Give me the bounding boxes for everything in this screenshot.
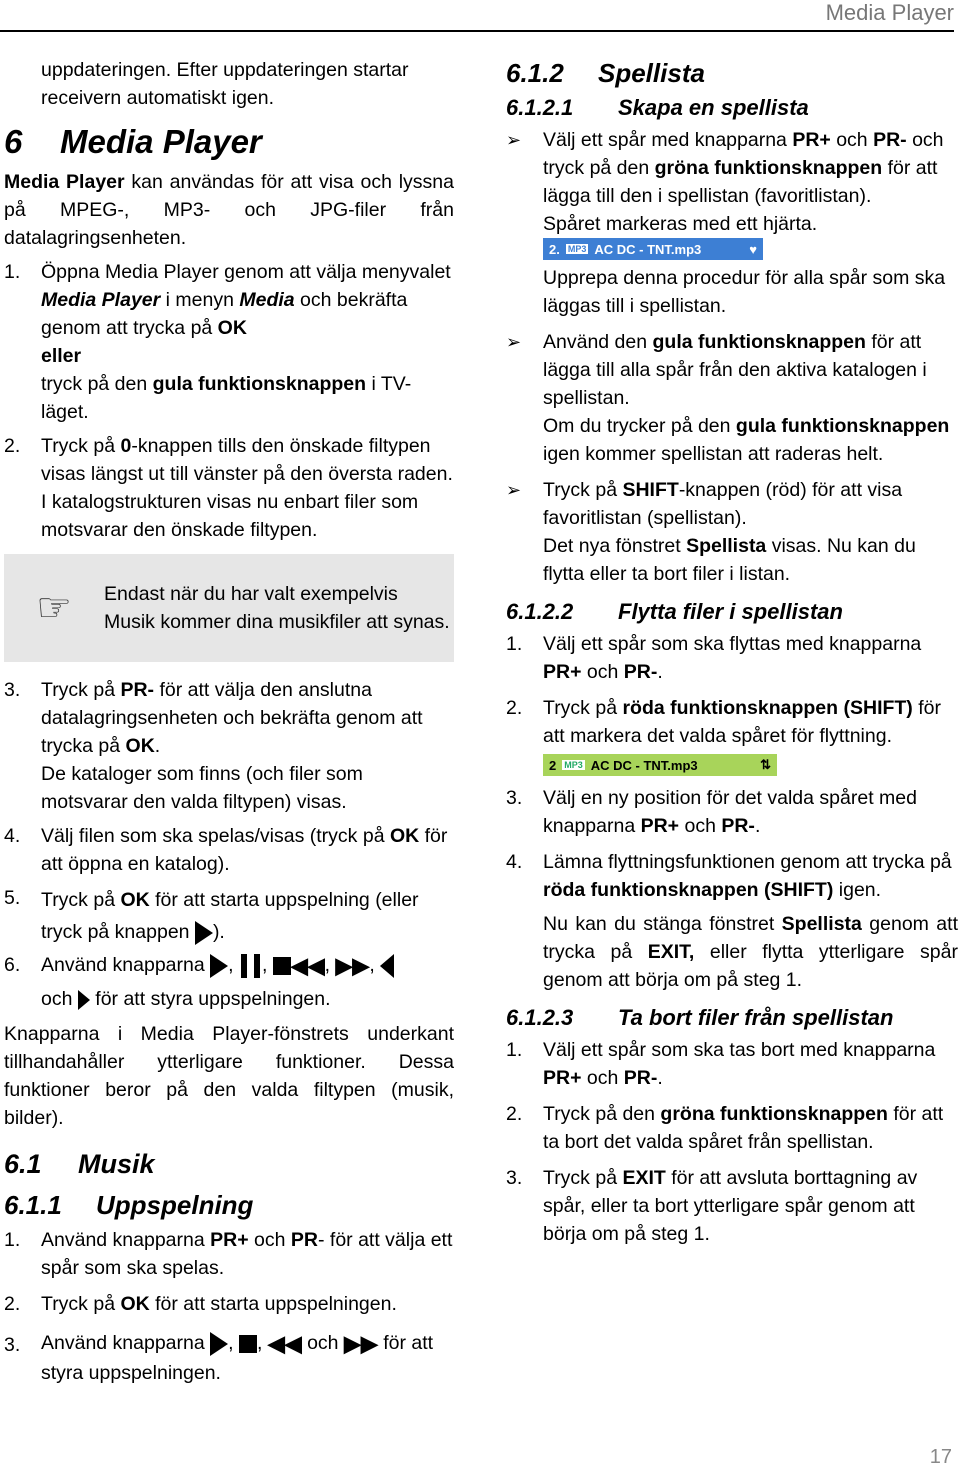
list-item: 3. Välj en ny position för det valda spåret med knapparna PR+ och PR-. xyxy=(506,787,917,837)
pause-icon xyxy=(241,954,260,978)
header-rule xyxy=(0,30,954,32)
running-header: Media Player xyxy=(825,0,954,25)
move-arrows-icon: ⇅ xyxy=(760,757,771,772)
fast-forward-icon: ▶▶ xyxy=(335,952,370,978)
list-item: 5. Tryck på OK för att starta uppspelning (eller tryck på knappen ). xyxy=(4,887,419,943)
list-item: 2. Tryck på röda funktionsknappen (SHIFT) för att markera det valda spåret för flyttning. 2 MP3 AC DC - TNT.mp3 ⇅ xyxy=(506,694,958,776)
arrow-bullet-icon: ➢ xyxy=(506,332,522,352)
media-player-intro: Media Player kan användas för att visa och lyssna på MPEG-, MP3- och JPG-filer från datalagringsenheten. xyxy=(4,171,454,249)
heading-6-1-2: 6.1.2 Spellista xyxy=(506,58,705,88)
list-item: 3. Tryck på PR- för att välja den anslutna datalagringsenheten och bekräfta genom att trycka på OK. De kataloger som finns (och filer som motsvarar den valda filtypen) visas. xyxy=(4,679,423,813)
stop-icon xyxy=(273,957,291,975)
arrow-bullet-icon: ➢ xyxy=(506,130,522,150)
list-item: 1. Välj ett spår som ska flyttas med knapparna PR+ och PR-. xyxy=(506,633,922,683)
heading-6-1-2-3: 6.1.2.3 Ta bort filer från spellistan xyxy=(506,1005,894,1030)
previous-icon xyxy=(380,954,394,978)
fast-forward-icon: ▶▶ xyxy=(343,1330,378,1356)
note-text: Endast när du har valt exempelvis Musik kommer dina musikfiler att synas. xyxy=(104,583,450,633)
heart-icon: ♥ xyxy=(749,241,757,257)
rewind-icon: ◀◀ xyxy=(267,1330,302,1356)
list-item: 1. Använd knapparna PR+ och PR- för att välja ett spår som ska spelas. xyxy=(4,1229,453,1279)
next-icon xyxy=(78,990,90,1010)
play-icon xyxy=(210,954,228,978)
list-item: 4. Lämna flyttningsfunktionen genom att trycka på röda funktionsknappen (SHIFT) igen. Nu kan du stänga fönstret Spellista genom att trycka på EXIT, eller flytta ytterligare spår genom att börja om på steg 1. xyxy=(506,851,958,991)
list-item: ➢ Välj ett spår med knapparna PR+ och PR- och tryck på den gröna funktionsknappen för att lägga till den i spellistan (favoritlistan). Spåret markeras med ett hjärta. 2. MP3 AC DC - TNT.mp3 ♥ Upprepa denna procedur för alla spår som ska läggas till i spellistan. xyxy=(506,126,958,320)
note-box xyxy=(4,554,454,662)
list-item: 2. Tryck på den gröna funktionsknappen för att ta bort det valda spåret från spellistan. xyxy=(506,1103,944,1153)
heading-6-1-2-1: 6.1.2.1 Skapa en spellista xyxy=(506,95,809,120)
play-icon xyxy=(210,1332,228,1356)
left-column xyxy=(4,56,454,1388)
heading-6-1: 6.1 Musik xyxy=(4,1149,155,1179)
arrow-bullet-icon: ➢ xyxy=(506,480,522,500)
list-item: 6. Använd knapparna , , ◀◀, ▶▶, och för att styra uppspelningen. xyxy=(4,948,454,1016)
list-item: 2. Tryck på 0-knappen tills den önskade filtypen visas längst ut till vänster på den översta raden. I katalogstrukturen visas nu enbart filer som motsvarar den önskade filtypen. xyxy=(4,435,453,541)
list-item: 1. Öppna Media Player genom att välja menyvalet Media Player i menyn Media och bekräfta genom att trycka på OK eller tryck på den gula funktionsknappen i TV-läget. xyxy=(4,261,451,423)
list-item: 4. Välj filen som ska spelas/visas (tryck på OK för att öppna en katalog). xyxy=(4,825,448,875)
intro-text: uppdateringen. Efter uppdateringen startar receivern automatiskt igen. xyxy=(41,59,409,109)
list-item: ➢ Använd den gula funktionsknappen för att lägga till alla spår från den aktiva katalogen i spellistan. Om du trycker på den gula funktionsknappen igen kommer spellistan att raderas helt. xyxy=(506,328,958,468)
paragraph: Knapparna i Media Player-fönstrets underkant tillhandahåller ytterligare funktioner. Dessa funktioner beror på den valda filtypen (musik, bilder). xyxy=(4,1023,454,1129)
list-item: 1. Välj ett spår som ska tas bort med knapparna PR+ och PR-. xyxy=(506,1039,936,1089)
heading-6: 6 Media Player xyxy=(4,123,262,160)
page-number: 17 xyxy=(929,1446,952,1468)
play-icon xyxy=(195,921,213,945)
heading-6-1-1: 6.1.1 Uppspelning xyxy=(4,1190,254,1220)
right-column xyxy=(506,56,958,1248)
list-item: 3. Tryck på EXIT för att avsluta borttagning av spår, eller ta bort ytterligare spår genom att börja om på steg 1. xyxy=(506,1167,918,1245)
list-item: 2. Tryck på OK för att starta uppspelningen. xyxy=(4,1293,397,1315)
rewind-icon: ◀◀ xyxy=(290,952,325,978)
stop-icon xyxy=(239,1335,257,1353)
track-row-moving: 2 MP3 AC DC - TNT.mp3 ⇅ xyxy=(543,754,777,776)
pointing-hand-icon: ☞ xyxy=(36,586,72,630)
list-item: 3. Använd knapparna , , ◀◀ och ▶▶ för att styra uppspelningen. xyxy=(4,1330,434,1384)
heading-6-1-2-2: 6.1.2.2 Flytta filer i spellistan xyxy=(506,599,843,624)
track-row-favorite: 2. MP3 AC DC - TNT.mp3 ♥ xyxy=(543,238,763,260)
list-item: ➢ Tryck på SHIFT-knappen (röd) för att visa favoritlistan (spellistan). Det nya fönstret Spellista visas. Nu kan du flytta eller ta bort filer i listan. xyxy=(506,476,958,588)
